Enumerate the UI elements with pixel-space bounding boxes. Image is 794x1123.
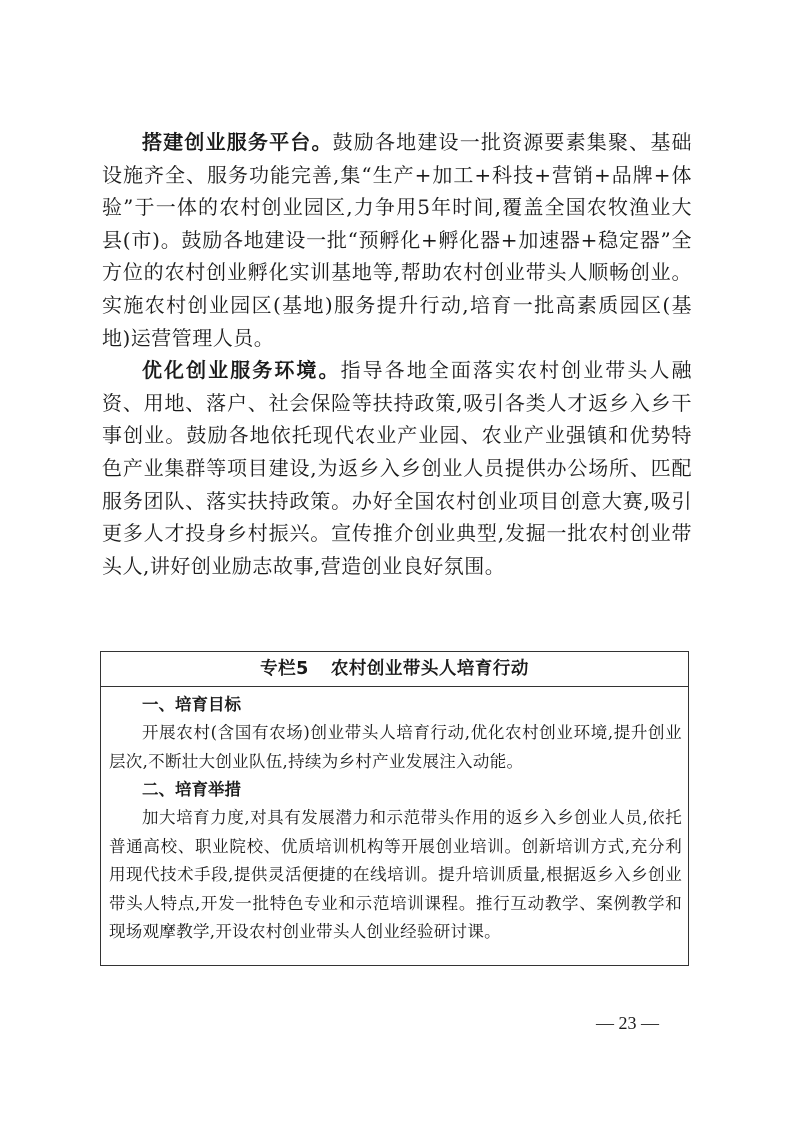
box-body (101, 687, 688, 947)
paragraph-environment (102, 354, 692, 582)
paragraph-platform (102, 126, 692, 354)
box-title-text: 农村创业带头人培育行动 (330, 659, 529, 679)
box-number: 专栏5 (260, 659, 309, 679)
paragraph-lead: 搭建创业服务平台。 (142, 130, 333, 154)
paragraph-text: 指导各地全面落实农村创业带头人融资、用地、落户、社会保险等扶持政策,吸引各类人才返乡入乡干事创业。鼓励各地依托现代农业产业园、农业产业强镇和优势特色产业集群等项目建设,为返乡入乡创业人员提供办公场所、匹配服务团队、落实扶持政策。办好全国农村创业项目创意大赛,吸引更多人才投身乡村振兴。宣传推介创业典型,发掘一批农村创业带头人,讲好创业励志故事,营造创业良好氛围。 (102, 358, 692, 578)
paragraph-text: 鼓励各地建设一批资源要素集聚、基础设施齐全、服务功能完善,集“生产+加工+科技+营销+品牌+体验”于一体的农村创业园区,力争用5年时间,覆盖全国农牧渔业大县(市)。鼓励各地建设一批“预孵化+孵化器+加速器+稳定器”全方位的农村创业孵化实训基地等,帮助农村创业带头人顺畅创业。实施农村创业园区(基地)服务提升行动,培育一批高素质园区(基地)运营管理人员。 (102, 130, 693, 350)
box-title (101, 652, 688, 687)
page-number: — 23 — (596, 1013, 659, 1033)
section-heading: 二、培育举措 (142, 780, 241, 799)
body-text (102, 126, 692, 582)
section-text: 开展农村(含国有农场)创业带头人培育行动,优化农村创业环境,提升创业层次,不断壮大创业队伍,持续为乡村产业发展注入动能。 (109, 723, 682, 771)
column-box (100, 651, 689, 966)
paragraph-lead: 优化创业服务环境。 (142, 358, 341, 383)
section-heading: 一、培育目标 (142, 695, 241, 714)
section-text: 加大培育力度,对具有发展潜力和示范带头作用的返乡入乡创业人员,依托普通高校、职业院校、优质培训机构等开展创业培训。创新培训方式,充分利用现代技术手段,提供灵活便捷的在线培训。提升培训质量,根据返乡入乡创业带头人特点,开发一批特色专业和示范培训课程。推行互动教学、案例教学和现场观摩教学,开设农村创业带头人创业经验研讨课。 (109, 808, 682, 941)
